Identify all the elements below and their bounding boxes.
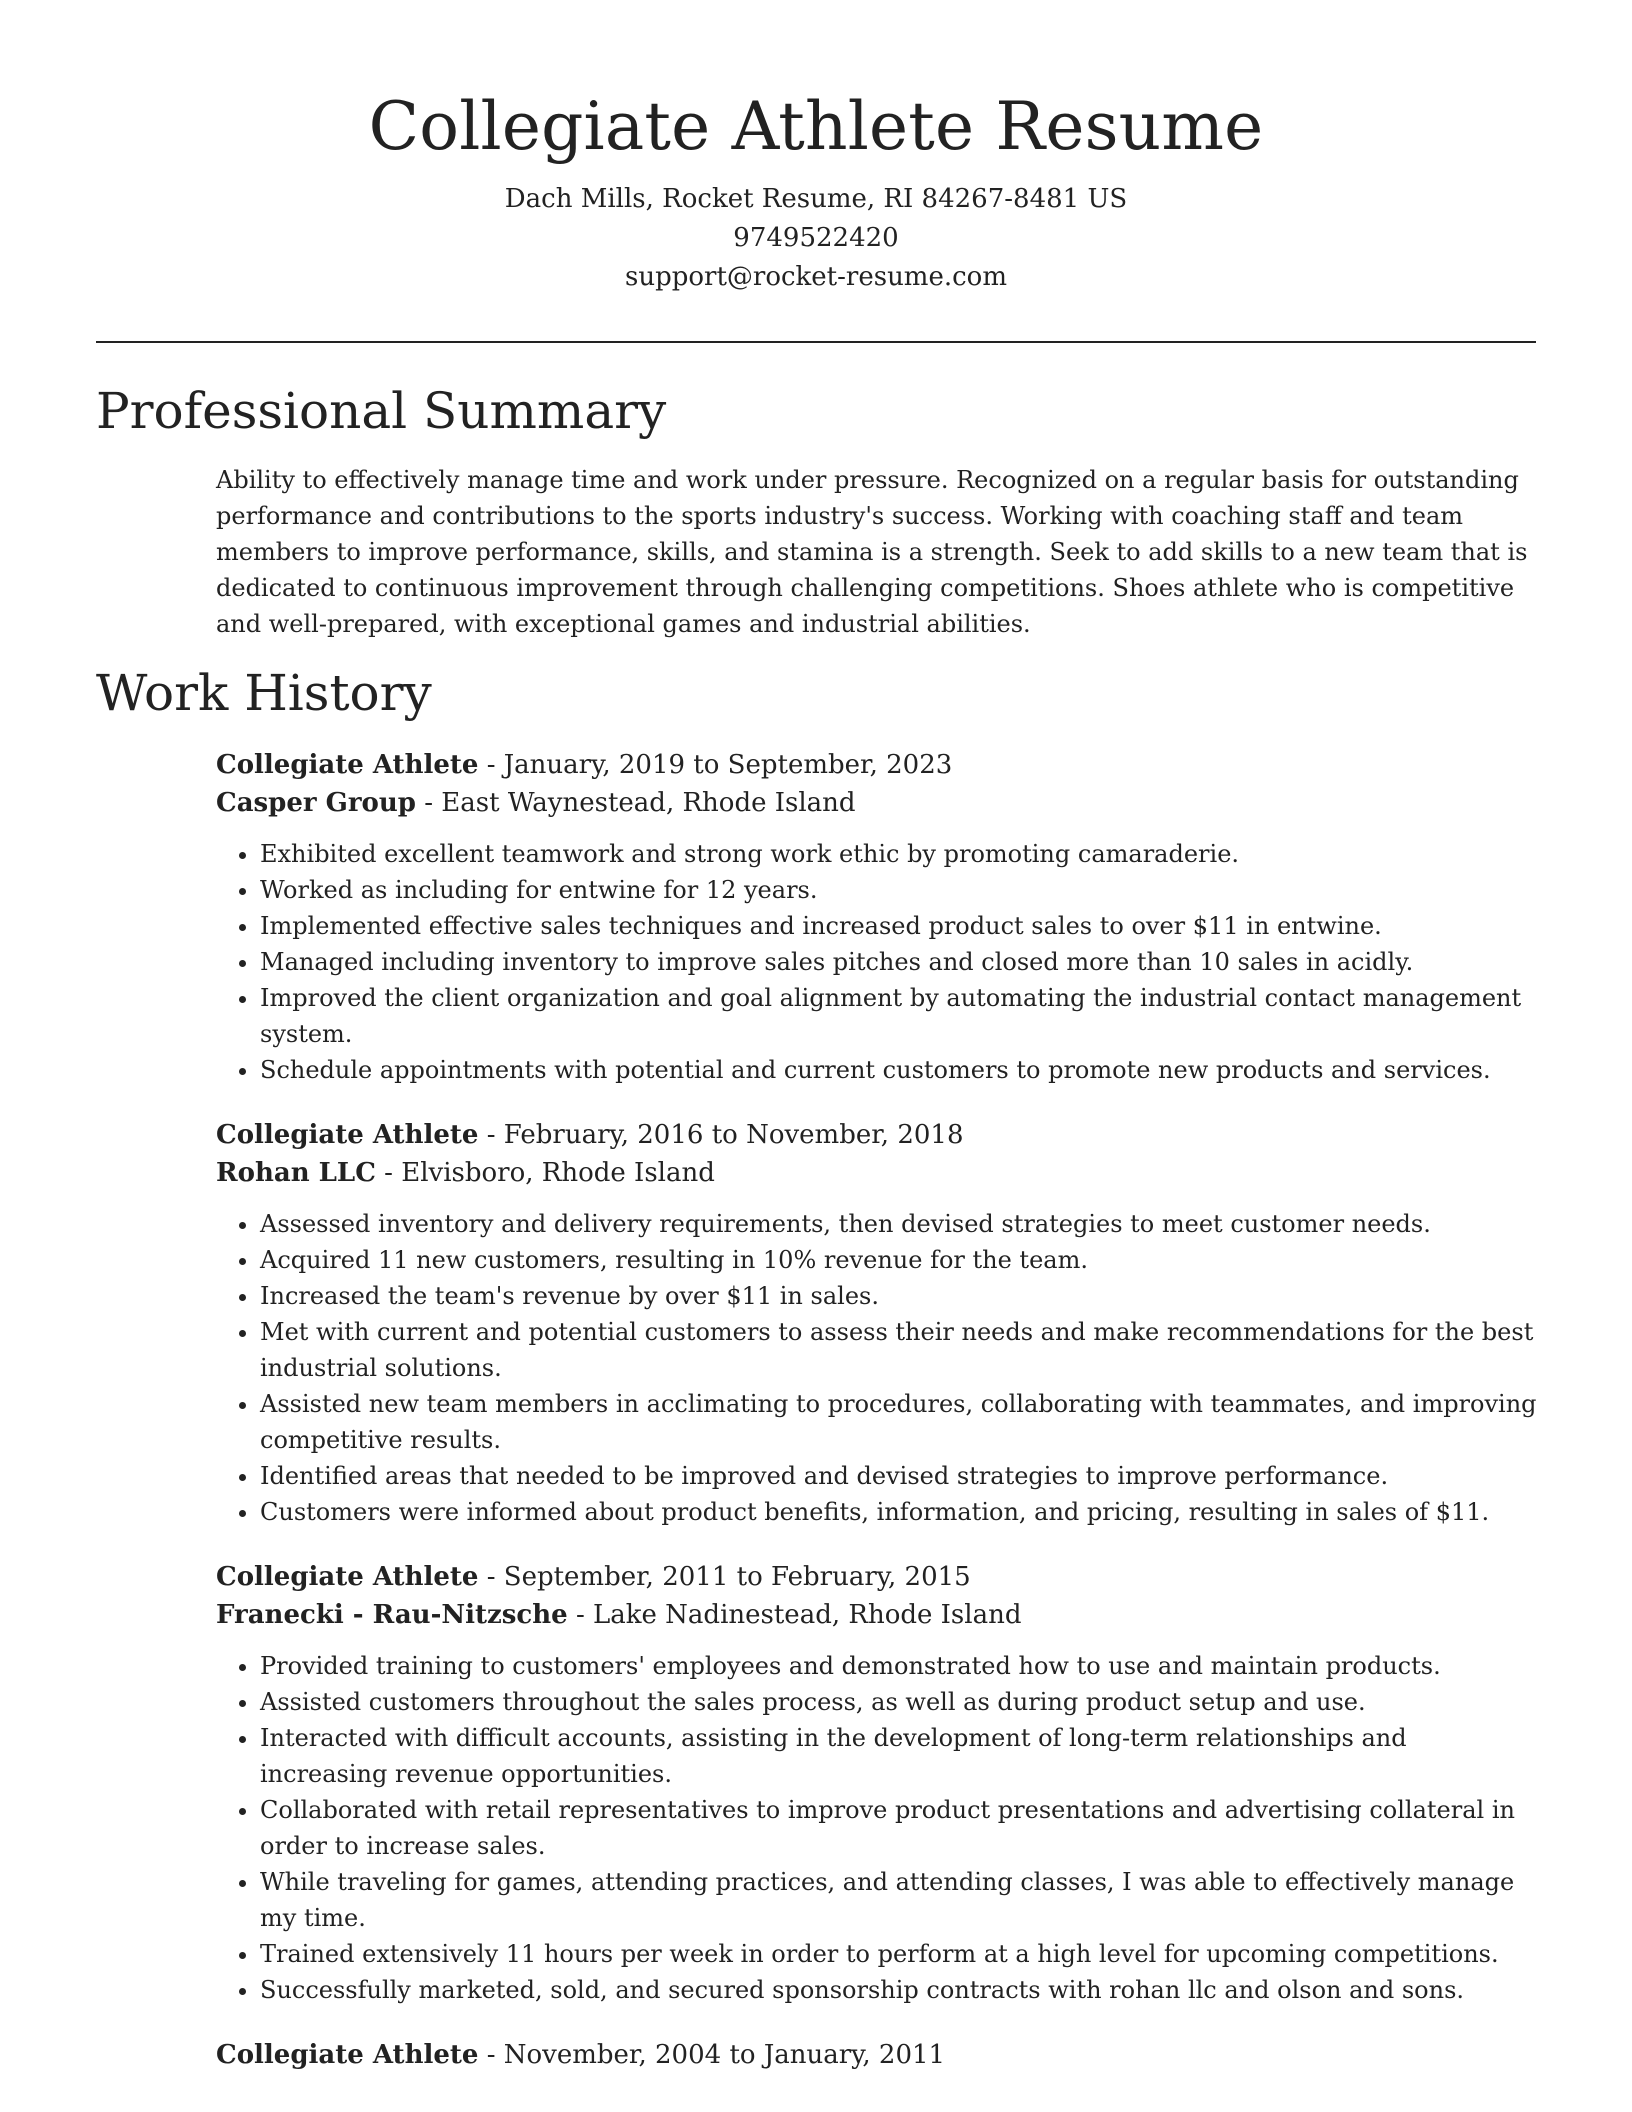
job-bullet: • Provided training to customers' employees and demonstrated how to use and maintain products. xyxy=(260,1648,1541,1684)
job-title-line xyxy=(216,2036,1541,2074)
job-bullet: • Assessed inventory and delivery requirements, then devised strategies to meet customer needs. xyxy=(260,1206,1541,1242)
job-bullets xyxy=(216,1648,1541,2008)
job-role: Collegiate Athlete xyxy=(216,2040,479,2070)
job-entry xyxy=(216,746,1541,1088)
job-entry xyxy=(216,2036,1541,2074)
contact-email: support@rocket-resume.com xyxy=(624,262,1007,292)
contact-info xyxy=(0,180,1632,297)
job-title-line xyxy=(216,746,1541,784)
job-entry xyxy=(216,1116,1541,1530)
job-location: - Lake Nadinestead, Rhode Island xyxy=(567,1600,1022,1630)
resume-header xyxy=(0,0,1632,297)
job-entry xyxy=(216,1558,1541,2008)
job-company: Casper Group xyxy=(216,788,416,818)
job-role: Collegiate Athlete xyxy=(216,1562,479,1592)
contact-phone: 9749522420 xyxy=(733,223,899,253)
job-bullet: • Worked as including for entwine for 12 years. xyxy=(260,872,1541,908)
job-bullet: • Collaborated with retail representatives to improve product presentations and advertising collateral in order to increase sales. xyxy=(260,1792,1541,1864)
work-history-list xyxy=(216,746,1541,2102)
job-dates: - January, 2019 to September, 2023 xyxy=(478,750,953,780)
job-bullet: • Assisted customers throughout the sales process, as well as during product setup and use. xyxy=(260,1684,1541,1720)
header-divider xyxy=(96,341,1536,343)
job-role: Collegiate Athlete xyxy=(216,750,479,780)
job-title-line xyxy=(216,1116,1541,1154)
job-bullet: • Improved the client organization and goal alignment by automating the industrial contact management system. xyxy=(260,980,1541,1052)
job-bullet: • Schedule appointments with potential and current customers to promote new products and services. xyxy=(260,1052,1541,1088)
job-company: Rohan LLC xyxy=(216,1158,376,1188)
job-bullet: • Increased the team's revenue by over $11 in sales. xyxy=(260,1278,1541,1314)
summary-text: Ability to effectively manage time and work under pressure. Recognized on a regular basis for outstanding performance and contributions to the sports industry's success. Working with coaching staff and team members to improve performance, skills, and stamina is a strength. Seek to add skills to a new team that is dedicated to continuous improvement through challenging competitions. Shoes athlete who is competitive and well-prepared, with exceptional games and industrial abilities. xyxy=(216,466,1528,638)
job-title-line xyxy=(216,1558,1541,1596)
job-bullet: • Implemented effective sales techniques and increased product sales to over $11 in entwine. xyxy=(260,908,1541,944)
job-company-line xyxy=(216,1596,1541,1634)
job-dates: - November, 2004 to January, 2011 xyxy=(478,2040,946,2070)
job-bullet: • Assisted new team members in acclimating to procedures, collaborating with teammates, and improving competitive results. xyxy=(260,1386,1541,1458)
job-bullet: • While traveling for games, attending practices, and attending classes, I was able to effectively manage my time. xyxy=(260,1864,1541,1936)
job-location: - Elvisboro, Rhode Island xyxy=(375,1158,715,1188)
job-bullet: • Customers were informed about product benefits, information, and pricing, resulting in sales of $11. xyxy=(260,1494,1541,1530)
job-bullet: • Identified areas that needed to be improved and devised strategies to improve performance. xyxy=(260,1458,1541,1494)
job-bullet: • Interacted with difficult accounts, assisting in the development of long-term relationships and increasing revenue opportunities. xyxy=(260,1720,1541,1792)
job-bullet: • Exhibited excellent teamwork and strong work ethic by promoting camaraderie. xyxy=(260,836,1541,872)
job-dates: - February, 2016 to November, 2018 xyxy=(478,1120,964,1150)
job-bullet: • Managed including inventory to improve sales pitches and closed more than 10 sales in acidly. xyxy=(260,944,1541,980)
summary-heading: Professional Summary xyxy=(96,382,667,440)
contact-address: Dach Mills, Rocket Resume, RI 84267-8481 US xyxy=(504,184,1128,214)
job-role: Collegiate Athlete xyxy=(216,1120,479,1150)
job-dates: - September, 2011 to February, 2015 xyxy=(478,1562,971,1592)
job-bullet: • Met with current and potential customers to assess their needs and make recommendations for the best industrial solutions. xyxy=(260,1314,1541,1386)
job-location: - East Waynestead, Rhode Island xyxy=(415,788,856,818)
job-bullet: • Trained extensively 11 hours per week in order to perform at a high level for upcoming competitions. xyxy=(260,1936,1541,1972)
job-bullet: • Acquired 11 new customers, resulting in 10% revenue for the team. xyxy=(260,1242,1541,1278)
job-company-line xyxy=(216,784,1541,822)
work-history-heading: Work History xyxy=(96,664,432,722)
job-company: Franecki - Rau-Nitzsche xyxy=(216,1600,568,1630)
job-bullets xyxy=(216,1206,1541,1530)
job-bullets xyxy=(216,836,1541,1088)
job-bullet: • Successfully marketed, sold, and secured sponsorship contracts with rohan llc and olson and sons. xyxy=(260,1972,1541,2008)
job-company-line xyxy=(216,1154,1541,1192)
resume-title: Collegiate Athlete Resume xyxy=(368,88,1264,165)
